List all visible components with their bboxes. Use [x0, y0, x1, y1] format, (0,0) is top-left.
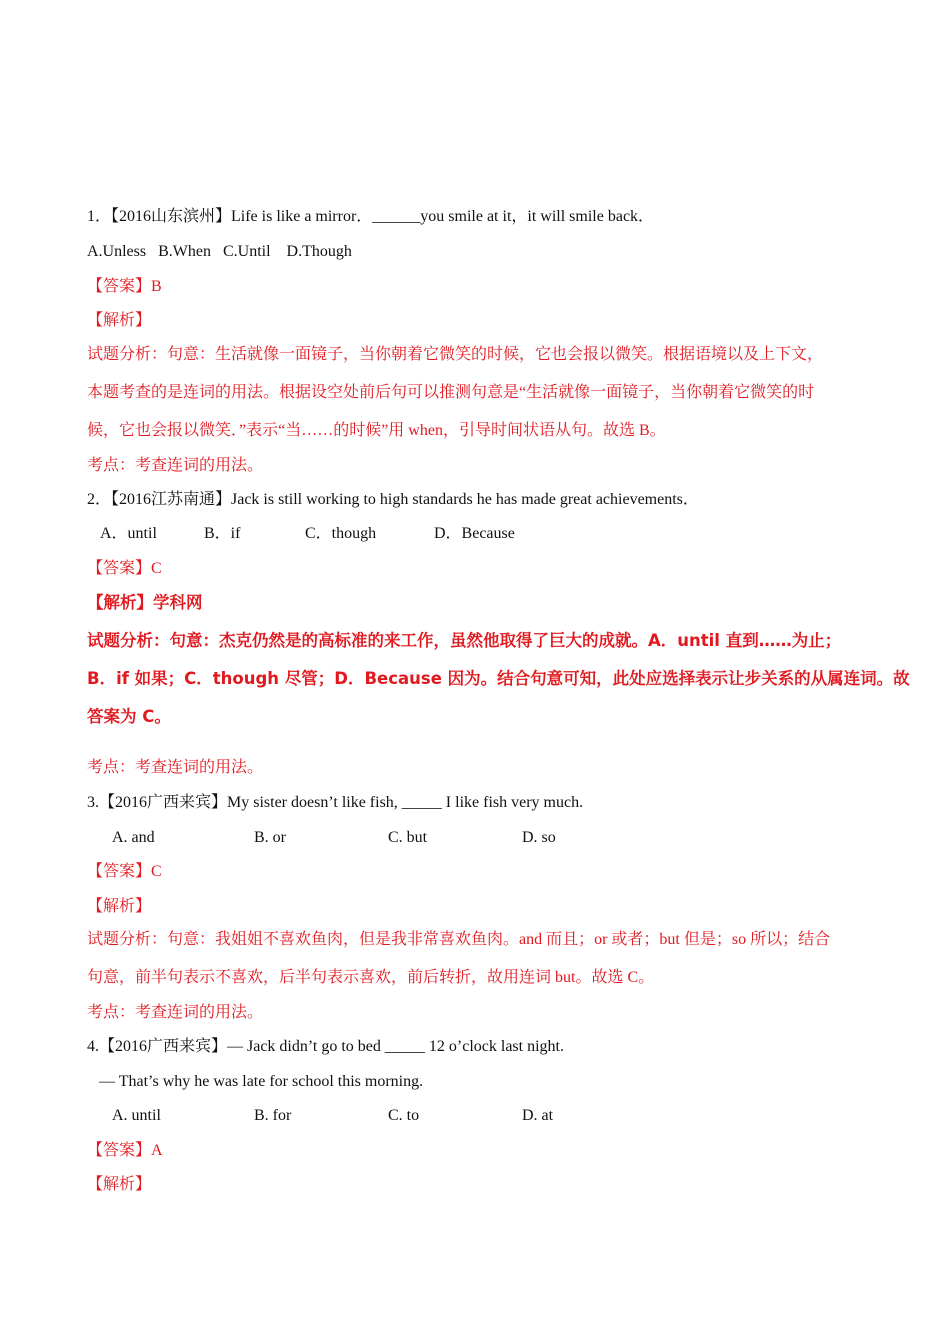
question-3-point: 考点：考查连词的用法。 [87, 1004, 264, 1021]
question-2-option-d: D．Because [434, 525, 515, 542]
question-2-stem: 2．【2016江苏南通】Jack is still working to high standards he has made great achievements． [87, 491, 699, 508]
question-2-analysis-line: 试题分析：句意：杰克仍然是的高标准的来工作，虽然他取得了巨大的成就。A．until 直到……为止； [87, 631, 842, 650]
question-4-option-c: C. to [388, 1107, 420, 1124]
question-3-option-b: B. or [254, 829, 286, 846]
question-1-point: 考点：考查连词的用法。 [87, 457, 264, 474]
question-1-options: A.Unless B.When C.Until D.Though [87, 243, 352, 260]
question-2-option-a: A．until [100, 525, 157, 542]
question-3-analysis-label: 【解析】 [87, 898, 152, 915]
question-2-analysis-label: 【解析】学科网 [87, 593, 203, 612]
question-2-option-c: C．though [305, 525, 377, 542]
question-3-option-a: A. and [112, 829, 155, 846]
question-1-analysis-line: 候，它也会报以微笑．”表示“当……的时候”用 when，引导时间状语从句。故选 B。 [87, 422, 666, 439]
question-3-stem: 3.【2016广西来宾】My sister doesn’t like fish, _____ I like fish very much. [87, 794, 584, 811]
question-1-analysis-line: 本题考查的是连词的用法。根据设空处前后句可以推测句意是“生活就像一面镜子，当你朝着它微笑的时 [87, 384, 815, 401]
question-4-stem: 4.【2016广西来宾】— Jack didn’t go to bed _____ 12 o’clock last night. [87, 1038, 564, 1055]
question-3-option-d: D. so [522, 829, 556, 846]
question-1-stem: 1．【2016山东滨州】Life is like a mirror．______you smile at it，it will smile back． [87, 208, 655, 225]
question-4-answer: 【答案】A [87, 1142, 163, 1159]
question-4-stem-reply: — That’s why he was late for school this morning. [99, 1073, 424, 1090]
question-3-option-c: C. but [388, 829, 428, 846]
question-3-analysis-line: 句意，前半句表示不喜欢，后半句表示喜欢，前后转折，故用连词 but。故选 C。 [87, 969, 655, 986]
question-3-analysis-line: 试题分析：句意：我姐姐不喜欢鱼肉，但是我非常喜欢鱼肉。and 而且；or 或者；but 但是；so 所以；结合 [87, 931, 831, 948]
question-2-analysis-line: B．if 如果；C．though 尽管；D．Because 因为。结合句意可知，此处应选择表示让步关系的从属连词。故 [87, 669, 910, 688]
question-4-analysis-label: 【解析】 [87, 1176, 152, 1193]
question-1-analysis-label: 【解析】 [87, 312, 152, 329]
question-4-option-d: D. at [522, 1107, 554, 1124]
question-1-analysis-line: 试题分析：句意：生活就像一面镜子，当你朝着它微笑的时候，它也会报以微笑。根据语境以及上下文， [87, 346, 824, 363]
question-2-analysis-line: 答案为 C。 [87, 707, 171, 726]
question-4-option-a: A. until [112, 1107, 161, 1124]
question-4-option-b: B. for [254, 1107, 292, 1124]
question-3-answer: 【答案】C [87, 863, 162, 880]
question-2-answer: 【答案】C [87, 560, 162, 577]
question-1-answer: 【答案】B [87, 278, 162, 295]
question-2-point: 考点：考查连词的用法。 [87, 759, 264, 776]
question-2-option-b: B．if [204, 525, 241, 542]
